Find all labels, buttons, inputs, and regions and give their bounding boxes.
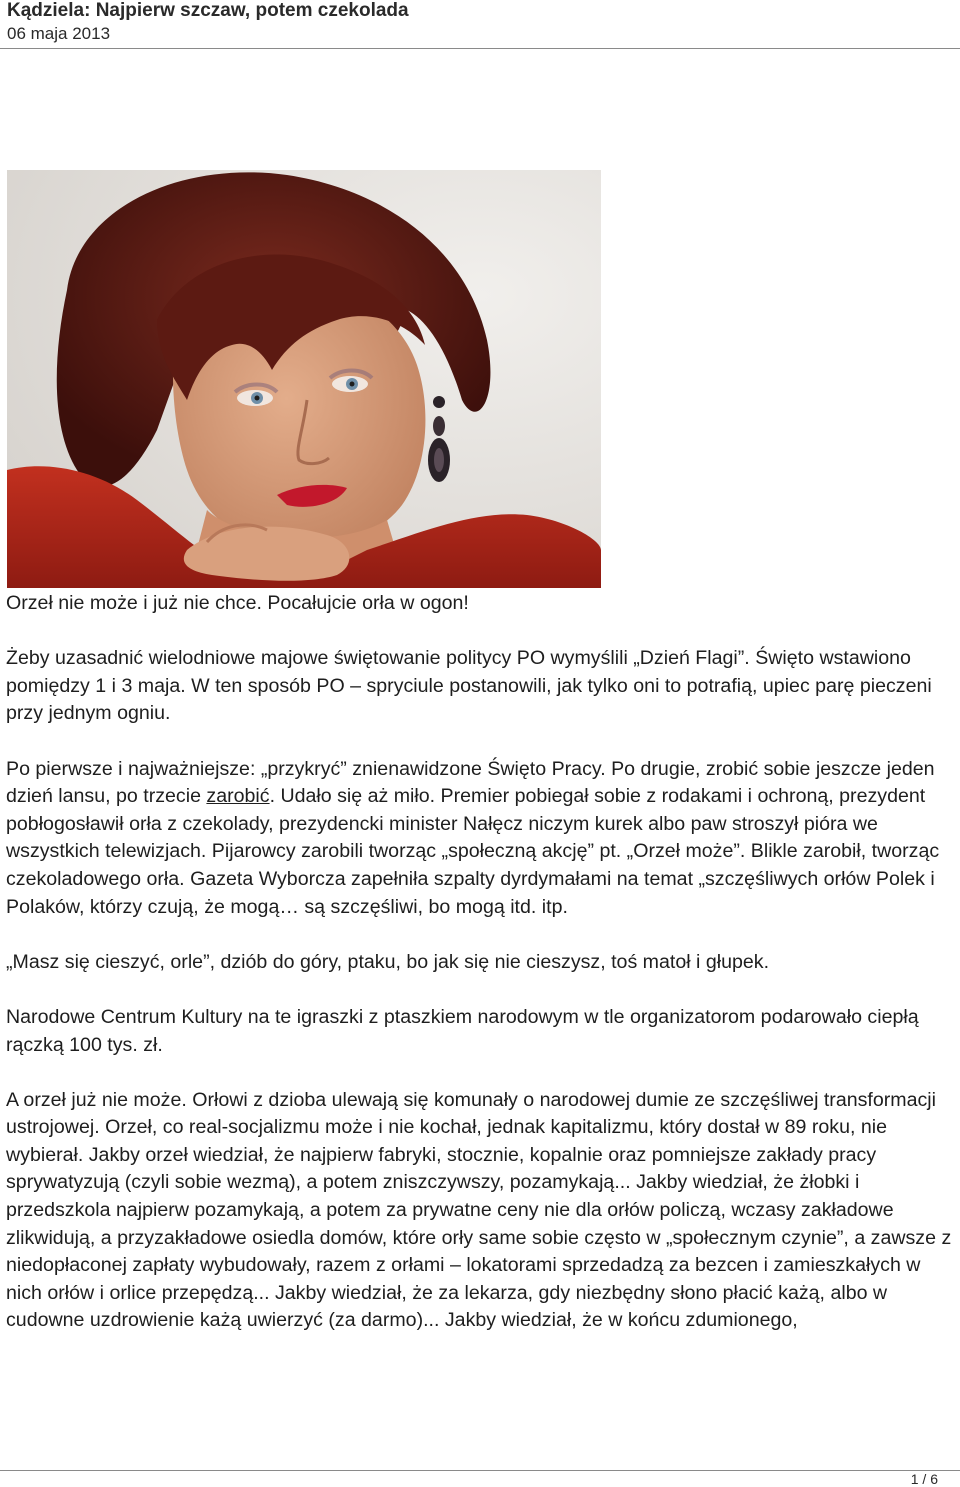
paragraph-3-text-start: Po pierwsze i najważniejsze: „przykryć” znienawidzone Święto Pracy. Po drugie, zrobić sobie jeszcze jeden dzień lansu, po trzecie [6,757,935,808]
zarobic-link[interactable]: zarobić [206,785,270,808]
header-divider [0,48,960,49]
paragraph-2: Żeby uzasadnić wielodniowe majowe świętowanie politycy PO wymyślili „Dzień Flagi”. Święto wstawiono pomiędzy 1 i 3 maja. W ten sposób PO – spryciule postanowili, jak tylko oni to potrafią, upiec parę pieczeni przy jednym ogniu. [6,647,932,725]
page-header [7,0,953,44]
paragraph-3 [6,756,954,922]
article-title: Kądziela: Najpierw szczaw, potem czekolada [7,0,409,21]
paragraph-5: Narodowe Centrum Kultury na te igraszki z ptaszkiem narodowym w tle organizatorom podarowało ciepłą rączką 100 tys. zł. [6,1005,919,1056]
page-number: 1 / 6 [910,1471,938,1487]
paragraph-6: A orzeł już nie może. Orłowi z dzioba ulewają się komunały o narodowej dumie ze szczęśliwej transformacji ustrojowej. Orzeł, co real-socjalizmu może i nie kochał, jednak kapitalizmu, który dostał w 89 roku, nie wybierał. Jakby orzeł wiedział, że najpierw fabryki, stocznie, kopalnie oraz pomniejsze zakłady pracy sprywatyzują (czyli sobie wezmą), a potem zniszczywszy, pozamykają... Jakby wiedział, że żłobki i przedszkola najpierw pozamykają, a potem za prywatne ceny nie dla orłów policzą, wczasy zakładowe zlikwidują, a przyzakładowe osiedla domów, które orły same sobie często w „społecznym czynie”, a zawsze z niedopłaconej zapłaty wybudowały, razem z orłami – lokatorami sprzedadzą za bezcen i zamieszkałych w nich orłów i orlice przepędzą... Jakby wiedział, że za lekarza, gdy niezbędny słono płacić każą, albo w cudowne uzdrowienie każą uwierzyć (za darmo)... Jakby wiedział, że w końcu zdumionego, [6,1088,952,1332]
article-date: 06 maja 2013 [7,24,111,43]
paragraph-1: Orzeł nie może i już nie chce. Pocałujcie orła w ogon! [6,592,469,614]
footer-divider [0,1470,960,1471]
article-photo [7,170,601,588]
portrait-photo-icon [7,170,601,588]
paragraph-3-text-end: . Udało się aż miło. Premier pobiegał sobie z rodakami i ochroną, prezydent pobłogosławił orła z czekolady, prezydencki minister Nałęcz niczym kurek albo paw stroszył pióra we wszystkich telewizjach. Pijarowcy zarobili tworząc „społeczną akcję” pt. „Orzeł może”. Blikle zarobił, tworząc czekoladowego orła. Gazeta Wyborcza zapełniła szpalty dyrdymałami na temat „szczęśliwych orłów Polek i Polaków, którzy czują, że mogą… są szczęśliwi, bo mogą itd. itp. [6,785,940,918]
paragraph-4: „Masz się cieszyć, orle”, dziób do góry, ptaku, bo jak się nie cieszysz, toś matoł i głupek. [6,950,770,973]
article-body [6,590,954,1363]
